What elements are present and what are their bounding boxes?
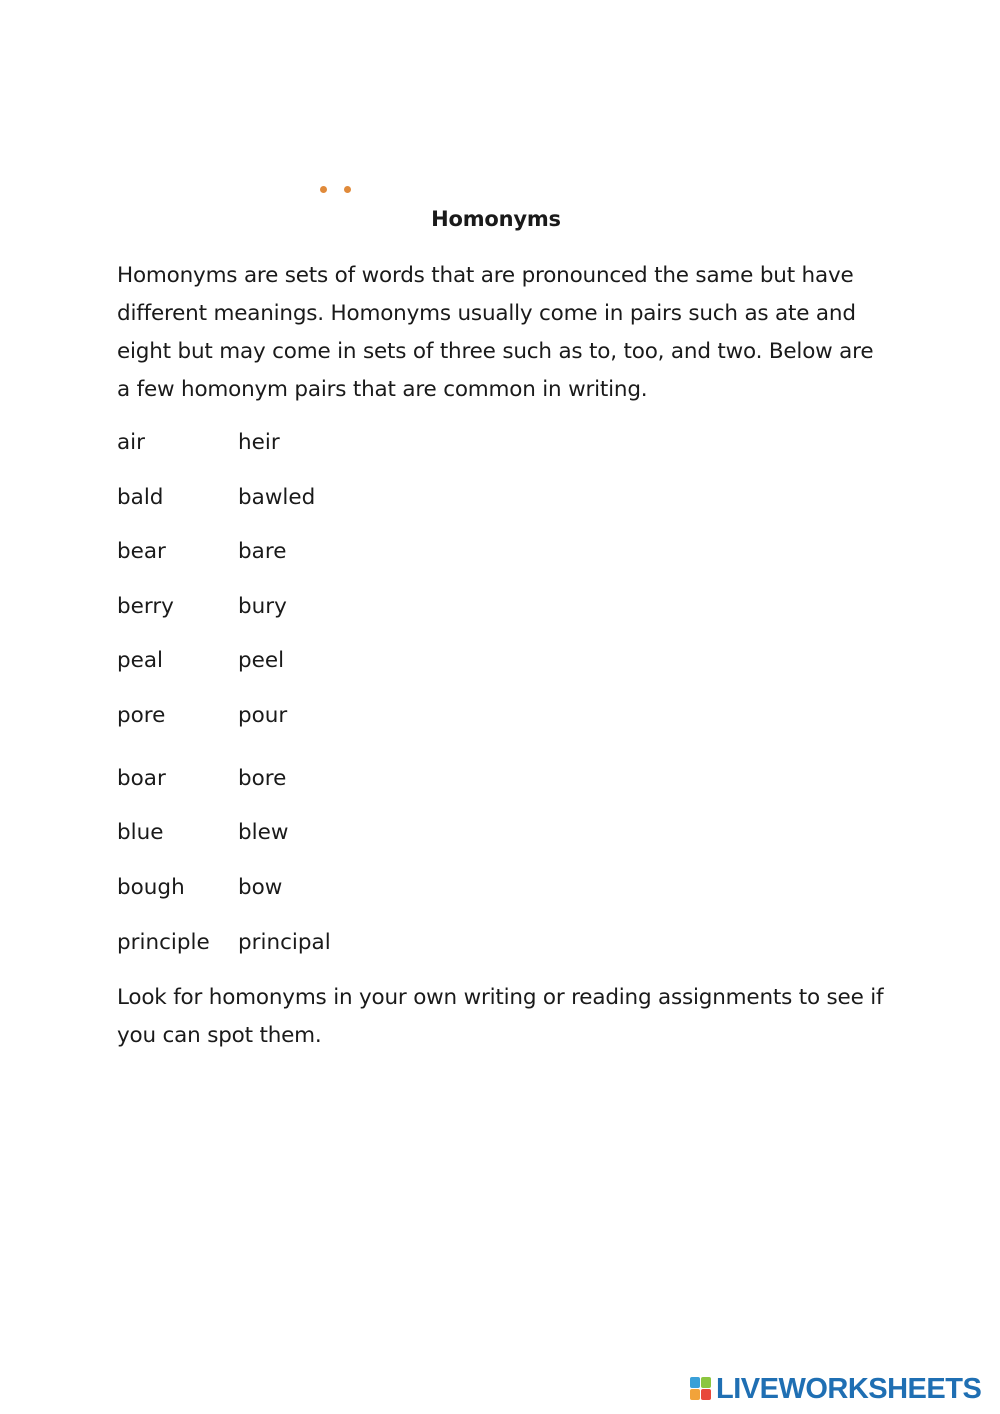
decorative-dot-icon: [344, 186, 351, 193]
liveworksheets-brand[interactable]: [690, 1372, 981, 1406]
homonym-word: air: [117, 430, 145, 455]
homonym-word: bough: [117, 875, 185, 900]
brand-text: LIVEWORKSHEETS: [716, 1372, 982, 1405]
decorative-dot-icon: [320, 186, 327, 193]
homonym-match: bare: [238, 539, 287, 564]
intro-paragraph: Homonyms are sets of words that are pronounced the same but have different meanings. Homonyms usually come in pairs such as ate and eight but may come in sets of three such as to, too, and two. Below are a few homonym pairs that are common in writing.: [117, 263, 874, 402]
homonym-match: heir: [238, 430, 280, 455]
homonym-match: bore: [238, 766, 287, 791]
homonym-match: blew: [238, 820, 289, 845]
homonym-word: bald: [117, 485, 164, 510]
homonym-match: bow: [238, 875, 283, 900]
decorative-dots: [318, 186, 358, 196]
homonym-word: pore: [117, 703, 166, 728]
homonym-match: principal: [238, 930, 331, 955]
homonym-match: bury: [238, 594, 287, 619]
homonym-word: boar: [117, 766, 166, 791]
homonym-word: peal: [117, 648, 164, 673]
homonym-word: blue: [117, 820, 164, 845]
homonym-match: peel: [238, 648, 285, 673]
homonym-match: pour: [238, 703, 288, 728]
page-title: Homonyms: [431, 207, 561, 231]
homonym-word: berry: [117, 594, 174, 619]
homonym-word: bear: [117, 539, 166, 564]
homonym-match: bawled: [238, 485, 316, 510]
homonym-word: principle: [117, 930, 210, 955]
closing-paragraph: Look for homonyms in your own writing or reading assignments to see if you can spot them.: [117, 985, 884, 1048]
liveworksheets-logo-icon: [690, 1377, 712, 1401]
